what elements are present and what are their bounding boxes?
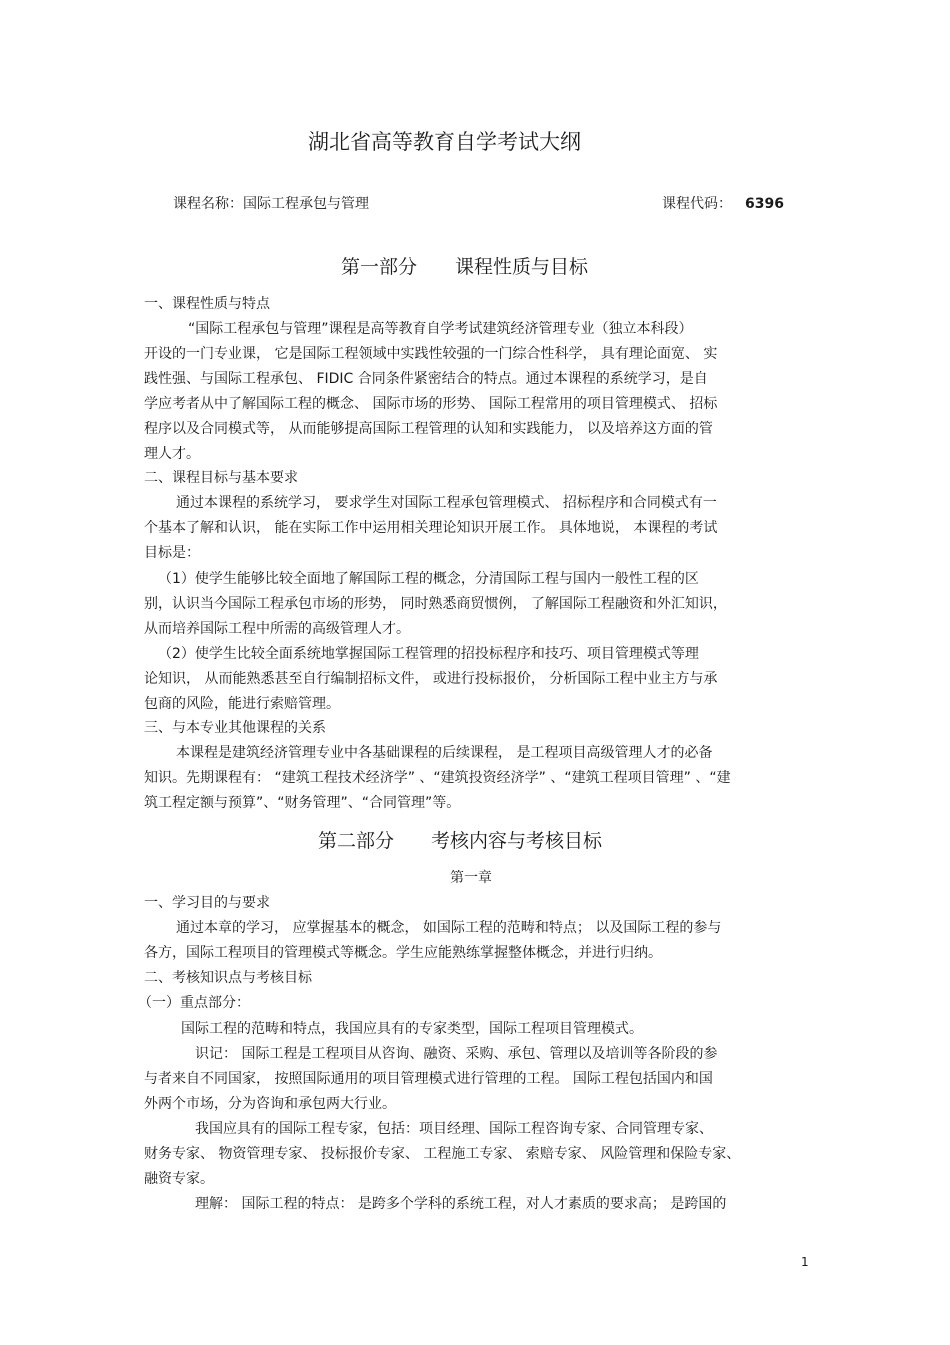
list-item-line: 别，认识当今国际工程承包市场的形势， 同时熟悉商贸惯例， 了解国际工程融资和外汇知识， bbox=[144, 596, 727, 612]
paragraph-line: 与者来自不同国家， 按照国际通用的项目管理模式进行管理的工程。 国际工程包括国内和国 bbox=[144, 1071, 713, 1087]
paragraph-line: 个基本了解和认识， 能在实际工作中运用相关理论知识开展工作。 具体地说， 本课程的考试 bbox=[144, 520, 718, 536]
part1-heading-text: 课程性质与目标 bbox=[455, 256, 589, 278]
paragraph-line: 通过本课程的系统学习， 要求学生对国际工程承包管理模式、 招标程序和合同模式有一 bbox=[176, 495, 717, 511]
list-item-line: 包商的风险，能进行索赔管理。 bbox=[144, 696, 340, 712]
paragraph-line: 融资专家。 bbox=[144, 1171, 214, 1187]
list-item-line: （2）使学生比较全面系统地掌握国际工程管理的招投标程序和技巧、项目管理模式等理 bbox=[158, 646, 699, 662]
paragraph-line: 程序以及合同模式等， 从而能够提高国际工程管理的认知和实践能力， 以及培养这方面的管 bbox=[144, 421, 713, 437]
paragraph-line: “国际工程承包与管理”课程是高等教育自学考试建筑经济管理专业（独立本科段） bbox=[188, 321, 693, 337]
course-code: 6396 bbox=[745, 196, 784, 212]
paragraph-line: 目标是： bbox=[144, 545, 200, 561]
paragraph-line: 知识。先期课程有： “建筑工程技术经济学” 、“建筑投资经济学” 、“建筑工程项目管理” 、“建 bbox=[144, 770, 731, 786]
page-title: 湖北省高等教育自学考试大纲 bbox=[308, 130, 581, 154]
paragraph-line: 各方，国际工程项目的管理模式等概念。学生应能熟练掌握整体概念，并进行归纳。 bbox=[144, 945, 662, 961]
part2-heading-number: 第二部分 bbox=[318, 830, 395, 852]
paragraph-line: 国际工程的范畴和特点，我国应具有的专家类型，国际工程项目管理模式。 bbox=[181, 1021, 643, 1037]
course-code-label: 课程代码： bbox=[662, 196, 732, 212]
paragraph-line: 筑工程定额与预算”、“财务管理”、“合同管理”等。 bbox=[144, 795, 461, 811]
section-heading: 二、课程目标与基本要求 bbox=[144, 470, 298, 486]
part1-heading-number: 第一部分 bbox=[341, 256, 418, 278]
section-heading: 二、考核知识点与考核目标 bbox=[144, 970, 312, 986]
paragraph-line: 理人才。 bbox=[144, 446, 200, 462]
paragraph-line: 我国应具有的国际工程专家，包括：项目经理、国际工程咨询专家、合同管理专家、 bbox=[195, 1121, 713, 1137]
paragraph-line: 本课程是建筑经济管理专业中各基础课程的后续课程， 是工程项目高级管理人才的必备 bbox=[176, 745, 713, 761]
paragraph-line: 践性强、与国际工程承包、 FIDIC 合同条件紧密结合的特点。通过本课程的系统学习，是自 bbox=[144, 371, 708, 387]
paragraph-line: 财务专家、 物资管理专家、 投标报价专家、 工程施工专家、 索赔专家、 风险管理和保险专家、 bbox=[144, 1146, 741, 1162]
paragraph-line: 识记： 国际工程是工程项目从咨询、融资、采购、承包、管理以及培训等各阶段的参 bbox=[195, 1046, 718, 1062]
chapter-heading: 第一章 bbox=[450, 870, 492, 886]
paragraph-line: 通过本章的学习， 应掌握基本的概念， 如国际工程的范畴和特点； 以及国际工程的参与 bbox=[176, 920, 722, 936]
section-heading: 一、学习目的与要求 bbox=[144, 895, 270, 911]
list-item-line: （1）使学生能够比较全面地了解国际工程的概念，分清国际工程与国内一般性工程的区 bbox=[158, 571, 699, 587]
list-item-line: 从而培养国际工程中所需的高级管理人才。 bbox=[144, 621, 410, 637]
page-number: 1 bbox=[801, 1255, 809, 1269]
paragraph-line: 学应考者从中了解国际工程的概念、 国际市场的形势、 国际工程常用的项目管理模式、 招标 bbox=[144, 396, 718, 412]
paragraph-line: 开设的一门专业课， 它是国际工程领域中实践性较强的一门综合性科学， 具有理论面宽、 实 bbox=[144, 346, 718, 362]
list-item-line: 论知识， 从而能熟悉甚至自行编制招标文件， 或进行投标报价， 分析国际工程中业主方与承 bbox=[144, 671, 718, 687]
section-heading: 一、课程性质与特点 bbox=[144, 296, 270, 312]
section-heading: 三、与本专业其他课程的关系 bbox=[144, 720, 326, 736]
subsection-heading: （一）重点部分： bbox=[138, 995, 250, 1011]
course-name: 课程名称：国际工程承包与管理 bbox=[173, 196, 369, 212]
paragraph-line: 理解： 国际工程的特点： 是跨多个学科的系统工程，对人才素质的要求高； 是跨国的 bbox=[195, 1196, 727, 1212]
part2-heading-text: 考核内容与考核目标 bbox=[431, 830, 603, 852]
paragraph-line: 外两个市场，分为咨询和承包两大行业。 bbox=[144, 1096, 396, 1112]
